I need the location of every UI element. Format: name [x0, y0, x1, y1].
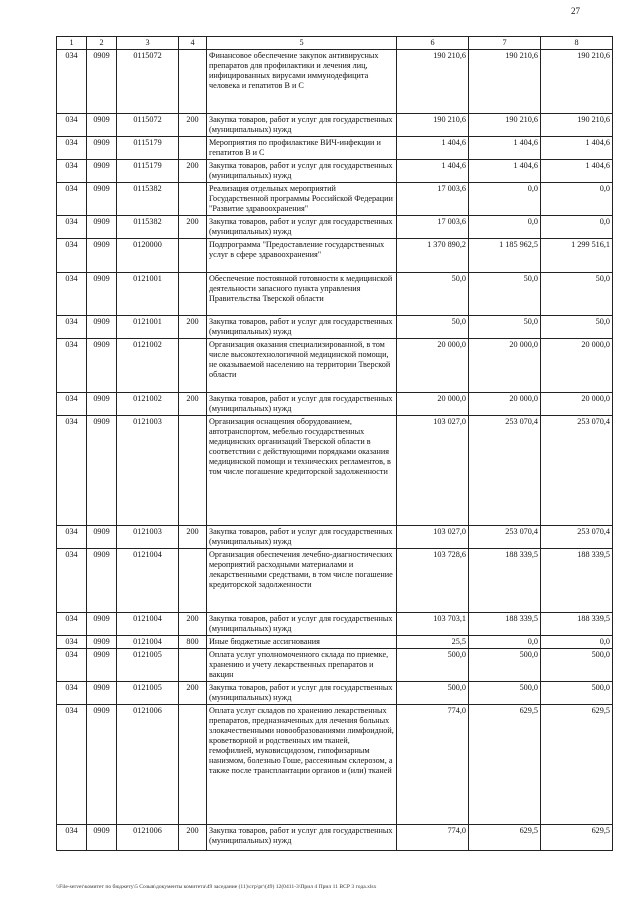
amount-year-1: 1 404,6	[397, 160, 469, 183]
table-row	[57, 393, 613, 416]
item-name: Закупка товаров, работ и услуг для государственных (муниципальных) нужд	[207, 160, 397, 183]
amount-year-2: 629,5	[469, 825, 541, 851]
amount-year-2: 253 070,4	[469, 526, 541, 549]
section-code: 0909	[87, 393, 117, 416]
amount-year-1: 190 210,6	[397, 114, 469, 137]
section-code: 0909	[87, 682, 117, 705]
amount-year-1: 20 000,0	[397, 393, 469, 416]
amount-year-2: 20 000,0	[469, 339, 541, 393]
amount-year-2: 188 339,5	[469, 613, 541, 636]
section-code: 0909	[87, 50, 117, 114]
column-header: 3	[117, 37, 179, 50]
section-code: 0909	[87, 160, 117, 183]
expense-type-code	[179, 705, 207, 825]
header-row	[57, 37, 613, 50]
amount-year-3: 629,5	[541, 705, 613, 825]
table-body	[57, 37, 613, 851]
expense-type-code: 200	[179, 682, 207, 705]
ministry-code: 034	[57, 160, 87, 183]
item-name: Закупка товаров, работ и услуг для государственных (муниципальных) нужд	[207, 682, 397, 705]
item-name: Обеспечение постоянной готовности к медицинской деятельности запасного пункта управления Правительства Тверской области	[207, 273, 397, 316]
target-article-code: 0121004	[117, 636, 179, 649]
item-name: Подпрограмма "Предоставление государственных услуг в сфере здравоохранения"	[207, 239, 397, 273]
amount-year-1: 500,0	[397, 649, 469, 682]
amount-year-1: 1 404,6	[397, 137, 469, 160]
column-header: 1	[57, 37, 87, 50]
item-name: Оплата услуг складов по хранению лекарственных препаратов, предназначенных для лечения больных злокачественными новообразованиями лимфоидной, кроветворной и родственных им тканей, гемофилией, муковисцидозом, гипофизарным нанизмом, болезнью Гоше, рассеянным склерозом, а также после трансплантации органов и (или) тканей	[207, 705, 397, 825]
ministry-code: 034	[57, 705, 87, 825]
ministry-code: 034	[57, 239, 87, 273]
table-row	[57, 613, 613, 636]
section-code: 0909	[87, 239, 117, 273]
amount-year-3: 20 000,0	[541, 393, 613, 416]
expense-type-code: 200	[179, 613, 207, 636]
table-row	[57, 183, 613, 216]
budget-table	[56, 36, 613, 851]
expense-type-code	[179, 273, 207, 316]
section-code: 0909	[87, 636, 117, 649]
table-row	[57, 705, 613, 825]
section-code: 0909	[87, 705, 117, 825]
amount-year-1: 103 027,0	[397, 526, 469, 549]
target-article-code: 0121003	[117, 526, 179, 549]
amount-year-1: 50,0	[397, 316, 469, 339]
item-name: Закупка товаров, работ и услуг для государственных (муниципальных) нужд	[207, 526, 397, 549]
item-name: Мероприятия по профилактике ВИЧ-инфекции и гепатитов В и С	[207, 137, 397, 160]
target-article-code: 0115072	[117, 114, 179, 137]
target-article-code: 0115072	[117, 50, 179, 114]
amount-year-3: 0,0	[541, 216, 613, 239]
ministry-code: 034	[57, 526, 87, 549]
amount-year-1: 50,0	[397, 273, 469, 316]
item-name: Закупка товаров, работ и услуг для государственных (муниципальных) нужд	[207, 114, 397, 137]
table-row	[57, 216, 613, 239]
amount-year-3: 629,5	[541, 825, 613, 851]
ministry-code: 034	[57, 216, 87, 239]
amount-year-3: 253 070,4	[541, 526, 613, 549]
ministry-code: 034	[57, 649, 87, 682]
column-header: 8	[541, 37, 613, 50]
target-article-code: 0121003	[117, 416, 179, 526]
ministry-code: 034	[57, 682, 87, 705]
amount-year-2: 0,0	[469, 183, 541, 216]
amount-year-2: 500,0	[469, 682, 541, 705]
item-name: Закупка товаров, работ и услуг для государственных (муниципальных) нужд	[207, 316, 397, 339]
ministry-code: 034	[57, 549, 87, 613]
table-row	[57, 526, 613, 549]
amount-year-2: 0,0	[469, 636, 541, 649]
amount-year-1: 103 027,0	[397, 416, 469, 526]
section-code: 0909	[87, 526, 117, 549]
amount-year-3: 50,0	[541, 273, 613, 316]
expense-type-code	[179, 50, 207, 114]
item-name: Финансовое обеспечение закупок антивирусных препаратов для профилактики и лечения лиц, инфицированных вирусами иммунодефицита человека и гепатитов В и С	[207, 50, 397, 114]
amount-year-3: 50,0	[541, 316, 613, 339]
item-name: Реализация отдельных мероприятий Государственной программы Российской Федерации "Развитие здравоохранения"	[207, 183, 397, 216]
amount-year-2: 20 000,0	[469, 393, 541, 416]
expense-type-code	[179, 239, 207, 273]
amount-year-3: 0,0	[541, 636, 613, 649]
amount-year-3: 190 210,6	[541, 50, 613, 114]
amount-year-2: 50,0	[469, 273, 541, 316]
ministry-code: 034	[57, 393, 87, 416]
amount-year-2: 1 404,6	[469, 137, 541, 160]
target-article-code: 0121001	[117, 273, 179, 316]
item-name: Оплата услуг уполномоченного склада по приемке, хранению и учету лекарственных препаратов и вакцин	[207, 649, 397, 682]
amount-year-3: 500,0	[541, 649, 613, 682]
table-row	[57, 636, 613, 649]
column-header: 4	[179, 37, 207, 50]
table-row	[57, 416, 613, 526]
amount-year-3: 1 299 516,1	[541, 239, 613, 273]
amount-year-2: 50,0	[469, 316, 541, 339]
table-row	[57, 160, 613, 183]
item-name: Иные бюджетные ассигнования	[207, 636, 397, 649]
amount-year-1: 103 703,1	[397, 613, 469, 636]
expense-type-code	[179, 183, 207, 216]
amount-year-3: 253 070,4	[541, 416, 613, 526]
expense-type-code: 200	[179, 393, 207, 416]
column-header: 5	[207, 37, 397, 50]
ministry-code: 034	[57, 613, 87, 636]
item-name: Организация обеспечения лечебно-диагностических мероприятий расходными материалами и лекарственными средствами, в том числе погашение кредиторской задолженности	[207, 549, 397, 613]
ministry-code: 034	[57, 273, 87, 316]
table-row	[57, 316, 613, 339]
expense-type-code	[179, 416, 207, 526]
section-code: 0909	[87, 273, 117, 316]
expense-type-code: 200	[179, 316, 207, 339]
table-row	[57, 649, 613, 682]
amount-year-2: 190 210,6	[469, 114, 541, 137]
item-name: Организация оснащения оборудованием, автотранспортом, мебелью государственных медицинских организаций Тверской области в соответствии с действующими порядками оказания медицинской помощи и технических регламентов, в том числе погашение кредиторской задолженности	[207, 416, 397, 526]
ministry-code: 034	[57, 636, 87, 649]
ministry-code: 034	[57, 825, 87, 851]
ministry-code: 034	[57, 114, 87, 137]
expense-type-code: 200	[179, 216, 207, 239]
amount-year-2: 190 210,6	[469, 50, 541, 114]
table-row	[57, 339, 613, 393]
target-article-code: 0115179	[117, 137, 179, 160]
amount-year-3: 0,0	[541, 183, 613, 216]
amount-year-1: 774,0	[397, 705, 469, 825]
amount-year-2: 1 404,6	[469, 160, 541, 183]
amount-year-2: 188 339,5	[469, 549, 541, 613]
amount-year-2: 253 070,4	[469, 416, 541, 526]
amount-year-1: 17 003,6	[397, 216, 469, 239]
target-article-code: 0121006	[117, 825, 179, 851]
amount-year-2: 1 185 962,5	[469, 239, 541, 273]
table-row	[57, 825, 613, 851]
expense-type-code	[179, 137, 207, 160]
amount-year-1: 20 000,0	[397, 339, 469, 393]
amount-year-2: 629,5	[469, 705, 541, 825]
target-article-code: 0120000	[117, 239, 179, 273]
table-row	[57, 273, 613, 316]
target-article-code: 0121001	[117, 316, 179, 339]
target-article-code: 0121004	[117, 613, 179, 636]
item-name: Организация оказания специализированной, в том числе высокотехнологичной медицинской помощи, не оказываемой населению на территории Тверской области	[207, 339, 397, 393]
section-code: 0909	[87, 183, 117, 216]
ministry-code: 034	[57, 183, 87, 216]
section-code: 0909	[87, 316, 117, 339]
amount-year-2: 0,0	[469, 216, 541, 239]
section-code: 0909	[87, 613, 117, 636]
expense-type-code	[179, 649, 207, 682]
amount-year-3: 188 339,5	[541, 549, 613, 613]
expense-type-code: 200	[179, 825, 207, 851]
amount-year-3: 1 404,6	[541, 160, 613, 183]
amount-year-1: 25,5	[397, 636, 469, 649]
amount-year-1: 103 728,6	[397, 549, 469, 613]
target-article-code: 0121006	[117, 705, 179, 825]
column-header: 6	[397, 37, 469, 50]
amount-year-3: 190 210,6	[541, 114, 613, 137]
section-code: 0909	[87, 114, 117, 137]
amount-year-3: 188 339,5	[541, 613, 613, 636]
amount-year-3: 20 000,0	[541, 339, 613, 393]
section-code: 0909	[87, 825, 117, 851]
amount-year-1: 190 210,6	[397, 50, 469, 114]
section-code: 0909	[87, 549, 117, 613]
column-header: 7	[469, 37, 541, 50]
expense-type-code: 200	[179, 114, 207, 137]
amount-year-2: 500,0	[469, 649, 541, 682]
ministry-code: 034	[57, 339, 87, 393]
expense-type-code	[179, 549, 207, 613]
ministry-code: 034	[57, 416, 87, 526]
target-article-code: 0121002	[117, 339, 179, 393]
amount-year-1: 17 003,6	[397, 183, 469, 216]
expense-type-code: 200	[179, 160, 207, 183]
ministry-code: 034	[57, 50, 87, 114]
file-path-footer: \\File-server\комитет по бюджету\5 Созыв\документы комитета\49 заседание (11)\сгр\рг\(49) 12(0411-3\Прил 4 Прил 11 ВСР 3 года.xlsx	[56, 884, 377, 890]
column-header: 2	[87, 37, 117, 50]
table-row	[57, 239, 613, 273]
section-code: 0909	[87, 649, 117, 682]
expense-type-code: 800	[179, 636, 207, 649]
section-code: 0909	[87, 416, 117, 526]
amount-year-3: 1 404,6	[541, 137, 613, 160]
ministry-code: 034	[57, 316, 87, 339]
page-number: 27	[571, 6, 580, 16]
target-article-code: 0115382	[117, 216, 179, 239]
item-name: Закупка товаров, работ и услуг для государственных (муниципальных) нужд	[207, 216, 397, 239]
amount-year-1: 774,0	[397, 825, 469, 851]
expense-type-code: 200	[179, 526, 207, 549]
amount-year-3: 500,0	[541, 682, 613, 705]
target-article-code: 0121002	[117, 393, 179, 416]
table-row	[57, 549, 613, 613]
amount-year-1: 500,0	[397, 682, 469, 705]
ministry-code: 034	[57, 137, 87, 160]
table-row	[57, 682, 613, 705]
amount-year-1: 1 370 890,2	[397, 239, 469, 273]
expense-type-code	[179, 339, 207, 393]
section-code: 0909	[87, 216, 117, 239]
section-code: 0909	[87, 137, 117, 160]
target-article-code: 0115382	[117, 183, 179, 216]
target-article-code: 0121004	[117, 549, 179, 613]
section-code: 0909	[87, 339, 117, 393]
table-row	[57, 50, 613, 114]
target-article-code: 0121005	[117, 682, 179, 705]
item-name: Закупка товаров, работ и услуг для государственных (муниципальных) нужд	[207, 613, 397, 636]
target-article-code: 0121005	[117, 649, 179, 682]
item-name: Закупка товаров, работ и услуг для государственных (муниципальных) нужд	[207, 825, 397, 851]
table-row	[57, 137, 613, 160]
target-article-code: 0115179	[117, 160, 179, 183]
item-name: Закупка товаров, работ и услуг для государственных (муниципальных) нужд	[207, 393, 397, 416]
table-row	[57, 114, 613, 137]
